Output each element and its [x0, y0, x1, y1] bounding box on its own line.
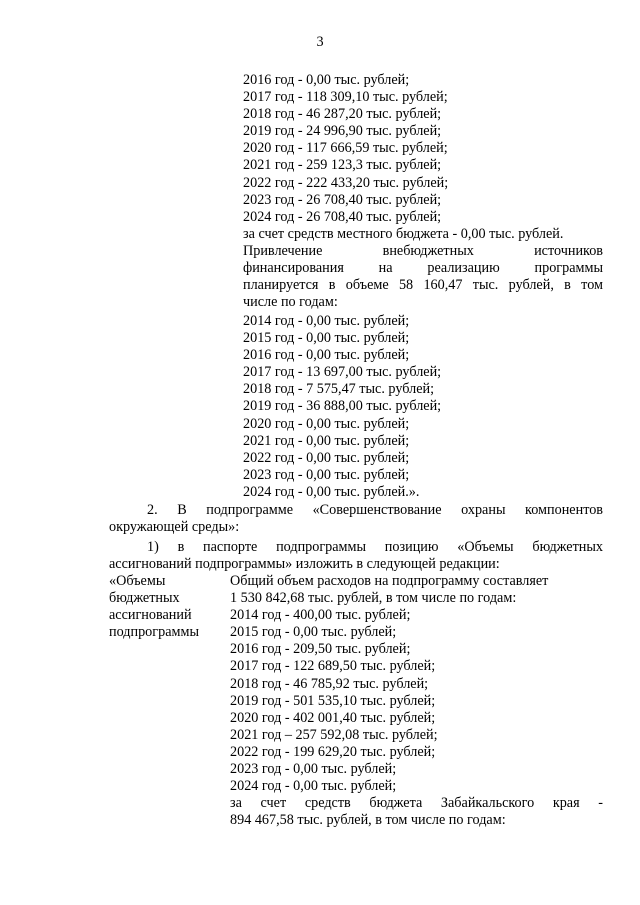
passport-value [230, 573, 603, 829]
extra-funding-paragraph [243, 243, 603, 311]
yearly-amounts-2 [243, 313, 441, 501]
year-line: 2021 год – 257 592,08 тыс. рублей; [230, 726, 438, 743]
year-line: 2019 год - 24 996,90 тыс. рублей; [243, 123, 442, 140]
year-line: 2018 год - 7 575,47 тыс. рублей; [243, 381, 435, 398]
year-line: 2016 год - 0,00 тыс. рублей; [243, 72, 410, 88]
extra-funding-line: числе по годам: [243, 294, 338, 311]
year-line: 2022 год - 222 433,20 тыс. рублей; [243, 174, 449, 191]
year-line: 2023 год - 0,00 тыс. рублей; [243, 466, 410, 483]
year-line: 2016 год - 209,50 тыс. рублей; [230, 641, 411, 658]
year-line: 2022 год - 0,00 тыс. рублей; [243, 449, 410, 466]
label-line: ассигнований [109, 607, 192, 624]
paragraph-2-line-2: окружающей среды»: [109, 519, 240, 536]
total-line: 1 530 842,68 тыс. рублей, в том числе по годам: [230, 590, 517, 607]
year-line: 2024 год - 0,00 тыс. рублей; [230, 778, 397, 795]
paragraph-3-line-2: ассигнований подпрограммы» изложить в следующей редакции: [109, 556, 500, 573]
year-line: 2014 год - 0,00 тыс. рублей; [243, 313, 410, 329]
paragraph-3 [109, 539, 603, 573]
paragraph-2 [109, 502, 603, 536]
label-line: подпрограммы [109, 624, 199, 641]
regional-budget-line: 894 467,58 тыс. рублей, в том числе по годам: [230, 812, 506, 829]
extra-funding-line: планируется в объеме 58 160,47 тыс. рублей, в том [243, 277, 603, 294]
extra-funding-line: финансирования на реализацию программы [243, 260, 603, 277]
year-line: 2019 год - 36 888,00 тыс. рублей; [243, 398, 442, 415]
page-number: 3 [316, 34, 324, 50]
year-line: 2019 год - 501 535,10 тыс. рублей; [230, 692, 436, 709]
paragraph-3-line-1: 1) в паспорте подпрограммы позицию «Объемы бюджетных [147, 539, 603, 555]
year-line: 2018 год - 46 785,92 тыс. рублей; [230, 675, 429, 692]
year-line: 2015 год - 0,00 тыс. рублей; [243, 330, 410, 347]
year-line: 2023 год - 26 708,40 тыс. рублей; [243, 191, 442, 208]
passport-label [109, 573, 229, 641]
total-line: Общий объем расходов на подпрограмму составляет [230, 573, 549, 589]
year-line: 2020 год - 0,00 тыс. рублей; [243, 415, 410, 432]
year-line: 2017 год - 122 689,50 тыс. рублей; [230, 658, 436, 675]
year-line: 2022 год - 199 629,20 тыс. рублей; [230, 743, 436, 760]
year-line: 2017 год - 13 697,00 тыс. рублей; [243, 364, 442, 381]
year-line: 2016 год - 0,00 тыс. рублей; [243, 347, 410, 364]
local-budget-line: за счет средств местного бюджета - 0,00 тыс. рублей. [243, 225, 564, 242]
label-line: «Объемы [109, 573, 166, 589]
year-line: 2024 год - 26 708,40 тыс. рублей; [243, 208, 442, 225]
year-line: 2023 год - 0,00 тыс. рублей; [230, 761, 397, 778]
year-line: 2024 год - 0,00 тыс. рублей.». [243, 483, 420, 500]
year-line: 2021 год - 259 123,3 тыс. рублей; [243, 157, 442, 174]
year-line: 2020 год - 117 666,59 тыс. рублей; [243, 140, 448, 157]
extra-funding-line: Привлечение внебюджетных источников [243, 243, 603, 259]
yearly-amounts-1 [243, 72, 563, 243]
label-line: бюджетных [109, 590, 180, 607]
year-line: 2015 год - 0,00 тыс. рублей; [230, 624, 397, 641]
regional-budget-line: за счет средств бюджета Забайкальского края - [230, 795, 603, 812]
paragraph-2-line-1: 2. В подпрограмме «Совершенствование охраны компонентов [147, 502, 603, 518]
year-line: 2017 год - 118 309,10 тыс. рублей; [243, 89, 448, 106]
year-line: 2014 год - 400,00 тыс. рублей; [230, 607, 411, 624]
year-line: 2018 год - 46 287,20 тыс. рублей; [243, 106, 442, 123]
year-line: 2021 год - 0,00 тыс. рублей; [243, 432, 410, 449]
year-line: 2020 год - 402 001,40 тыс. рублей; [230, 709, 436, 726]
